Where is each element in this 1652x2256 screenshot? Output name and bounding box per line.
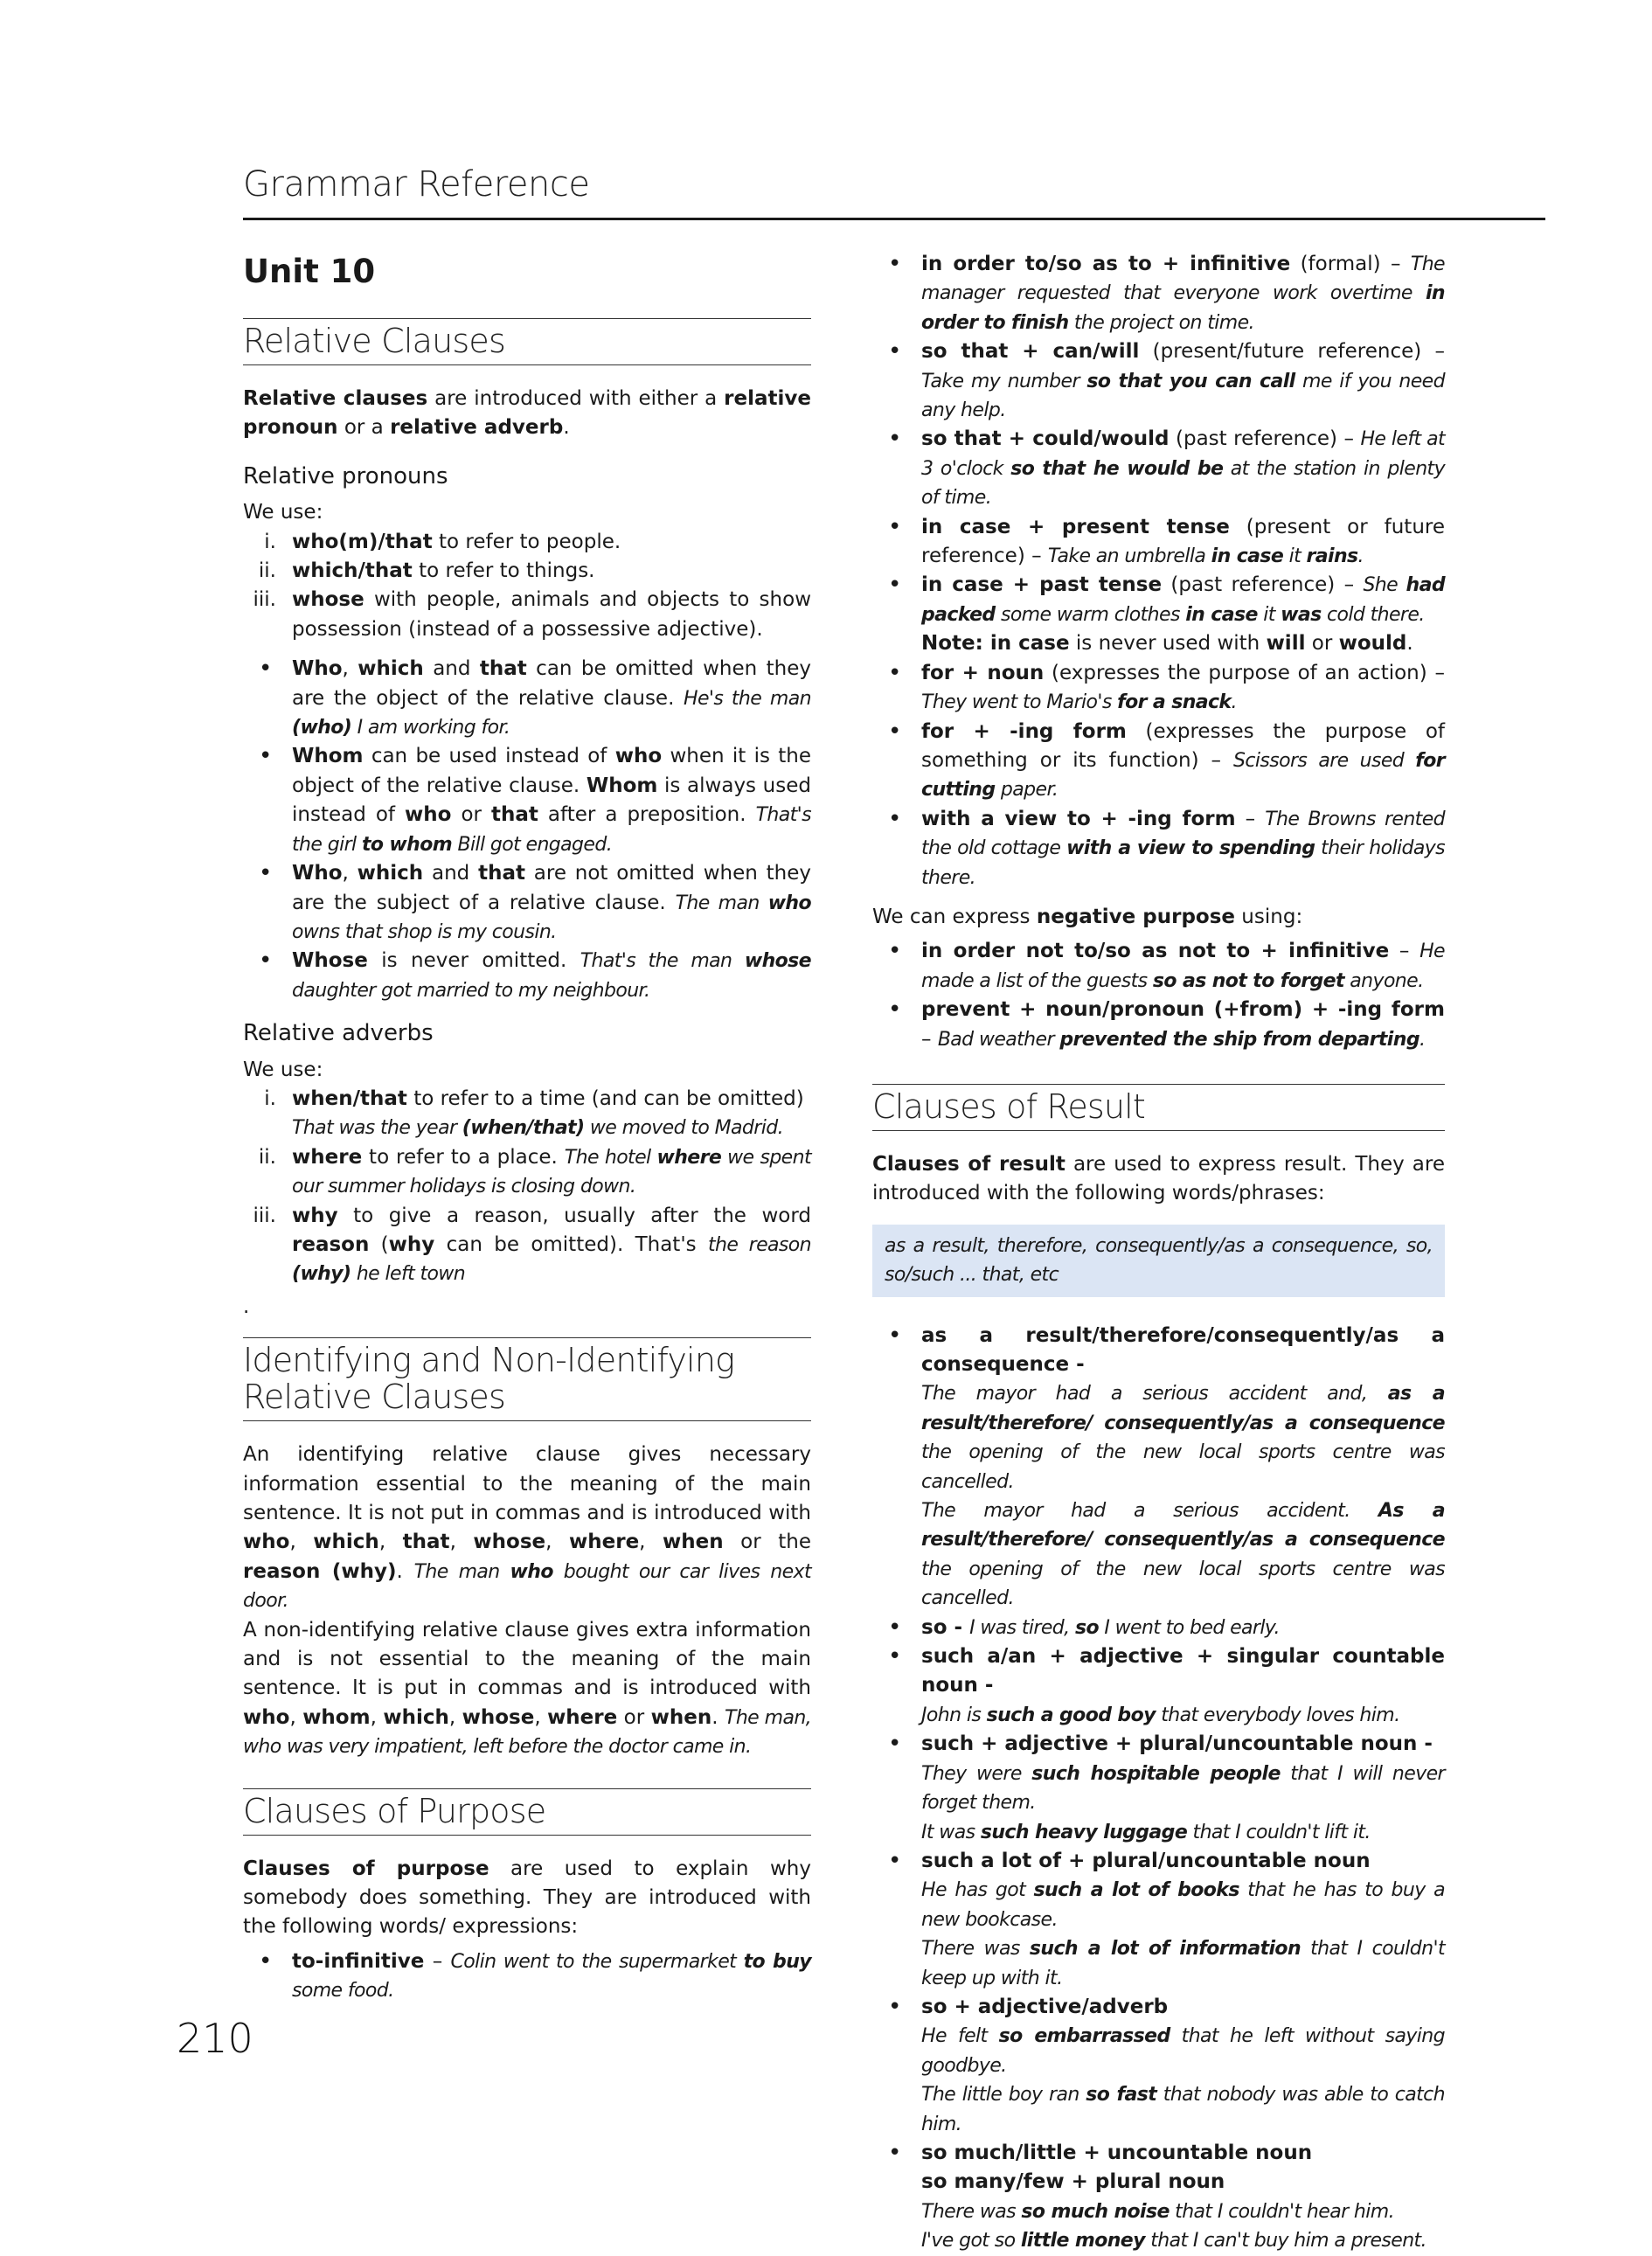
purpose-intro: Clauses of purpose are used to explain why somebody does something. They are introduced with the following words/ expressions: <box>243 1857 811 1939</box>
list-item: • Whom can be used instead of who when it is the object of the relative clause. Whom is always used instead of who or that after a preposition. That's the girl to whom Bill got engaged. <box>243 742 811 859</box>
pronoun-list <box>243 528 811 645</box>
list-item: • Who, which and that are not omitted when they are the subject of a relative clause. The man who owns that shop is my cousin. <box>243 859 811 947</box>
list-item: i. who(m)/that to refer to people. <box>264 530 621 553</box>
result-intro: Clauses of result are used to express result. They are introduced with the following words/phrases: <box>872 1152 1445 1205</box>
list-item: • Who, which and that can be omitted when they are the object of the relative clause. He's the man (who) I am working for. <box>243 655 811 742</box>
list-item: • so + adjective/adverb He felt so embarrassed that he left without saying goodbye. The little boy ran so fast that nobody was able to catch him. <box>872 1993 1445 2139</box>
unit-title: Unit 10 <box>243 253 376 290</box>
rc-intro: Relative clauses are introduced with either a relative pronoun or a relative adverb. <box>243 387 811 440</box>
list-item: • so that + can/will (present/future reference) – Take my number so that you can call me if you need any help. <box>872 337 1445 425</box>
section-title-relative-clauses: Relative Clauses <box>243 318 811 365</box>
section-title-purpose: Clauses of Purpose <box>243 1788 811 1836</box>
subheading-relative-pronouns: Relative pronouns <box>243 462 448 489</box>
list-item: • in order not to/so as not to + infinitive – He made a list of the guests so as not to forget anyone. <box>872 937 1445 996</box>
list-item: ii. which/that to refer to things. <box>258 559 595 583</box>
purpose-list-left <box>243 1947 811 2006</box>
page-number: 210 <box>177 2015 253 2062</box>
list-item: • to-infinitive – Colin went to the supermarket to buy some food. <box>243 1947 811 2006</box>
list-item: • for + -ing form (expresses the purpose of something or its function) – Scissors are used for cutting paper. <box>872 718 1445 805</box>
stray-period: . <box>243 1295 250 1318</box>
list-item: • such a/an + adjective + singular countable noun - John is such a good boy that everybody loves him. <box>872 1642 1445 1730</box>
section-title-result: Clauses of Result <box>872 1084 1445 1131</box>
list-item: iii. whose with people, animals and objects to show possession (instead of a possessive adjective). <box>253 588 811 641</box>
list-item: • in case + present tense (present or future reference) – Take an umbrella in case it rains. <box>872 513 1445 572</box>
negative-purpose-intro: We can express negative purpose using: <box>872 905 1303 928</box>
list-item: iii. why to give a reason, usually after the word reason (why can be omitted). That's the reason (why) he left town <box>253 1204 811 1286</box>
identifying-paragraph: An identifying relative clause gives necessary information essential to the meaning of the main sentence. It is not put in commas and is introduced with who, which, that, whose, where, when or the reason (why). The man who bought our car lives next door. <box>243 1443 812 1613</box>
we-use-label: We use: <box>243 501 323 524</box>
list-item: • in case + past tense (past reference) – She had packed some warm clothes in case it was cold there. Note: in case is never used with will or would. <box>872 571 1445 658</box>
list-item: • so that + could/would (past reference) – He left at 3 o'clock so that he would be at the station in plenty of time. <box>872 425 1445 512</box>
list-item: i. when/that to refer to a time (and can be omitted) That was the year (when/that) we moved to Madrid. <box>264 1086 804 1140</box>
list-item: • prevent + noun/pronoun (+from) + -ing form – Bad weather prevented the ship from departing. <box>872 996 1445 1054</box>
list-item: • with a view to + -ing form – The Browns rented the old cottage with a view to spending their holidays there. <box>872 805 1445 892</box>
list-item: • such + adjective + plural/uncountable noun - They were such hospitable people that I will never forget them. It was such heavy luggage that I couldn't lift it. <box>872 1730 1445 1847</box>
we-use-label: We use: <box>243 1058 323 1081</box>
list-item: • such a lot of + plural/uncountable noun He has got such a lot of books that he has to buy a new bookcase. There was such a lot of information that I couldn't keep up with it. <box>872 1847 1445 1993</box>
subheading-relative-adverbs: Relative adverbs <box>243 1020 434 1047</box>
list-item: • so much/little + uncountable noun so many/few + plural noun There was so much noise that I couldn't hear him. I've got so little money that I can't buy him a present. <box>872 2139 1445 2256</box>
section-title-identifying: Identifying and Non-Identifying Relative Clauses <box>243 1337 811 1421</box>
list-item: ii. where to refer to a place. The hotel where we spent our summer holidays is closing down. <box>258 1145 811 1198</box>
list-item: • so - I was tired, so I went to bed early. <box>872 1614 1445 1642</box>
header-rule <box>243 218 1545 220</box>
list-item: • as a result/therefore/consequently/as a consequence - The mayor had a serious accident and, as a result/therefore/ consequently/as a consequence the opening of the new local sports centre was cancelled. The mayor had a serious accident. As a result/therefore/ consequently/as a consequence the opening of the new local sports centre was cancelled. <box>872 1322 1445 1614</box>
result-list <box>872 1322 1445 2256</box>
result-phrases-box: as a result, therefore, consequently/as a consequence, so, so/such ... that, etc <box>872 1225 1445 1297</box>
page-header: Grammar Reference <box>243 164 590 205</box>
list-item: • in order to/so as to + infinitive (formal) – The manager requested that everyone work overtime in order to finish the project on time. <box>872 250 1445 337</box>
list-item: • Whose is never omitted. That's the man whose daughter got married to my neighbour. <box>243 947 811 1005</box>
negative-purpose-list <box>872 937 1445 1054</box>
left-column <box>243 236 811 2006</box>
purpose-list-right <box>872 250 1445 892</box>
pronoun-rules-list <box>243 655 811 1005</box>
list-item: • for + noun (expresses the purpose of an action) – They went to Mario's for a snack. <box>872 659 1445 718</box>
non-identifying-paragraph: A non-identifying relative clause gives extra information and is not essential to the meaning of the main sentence. It is put in commas and is introduced with who, whom, which, whose, where or when. The man, who was very impatient, left before the doctor came in. <box>243 1618 812 1759</box>
adverb-list <box>243 1085 811 1289</box>
right-column <box>872 236 1445 2256</box>
